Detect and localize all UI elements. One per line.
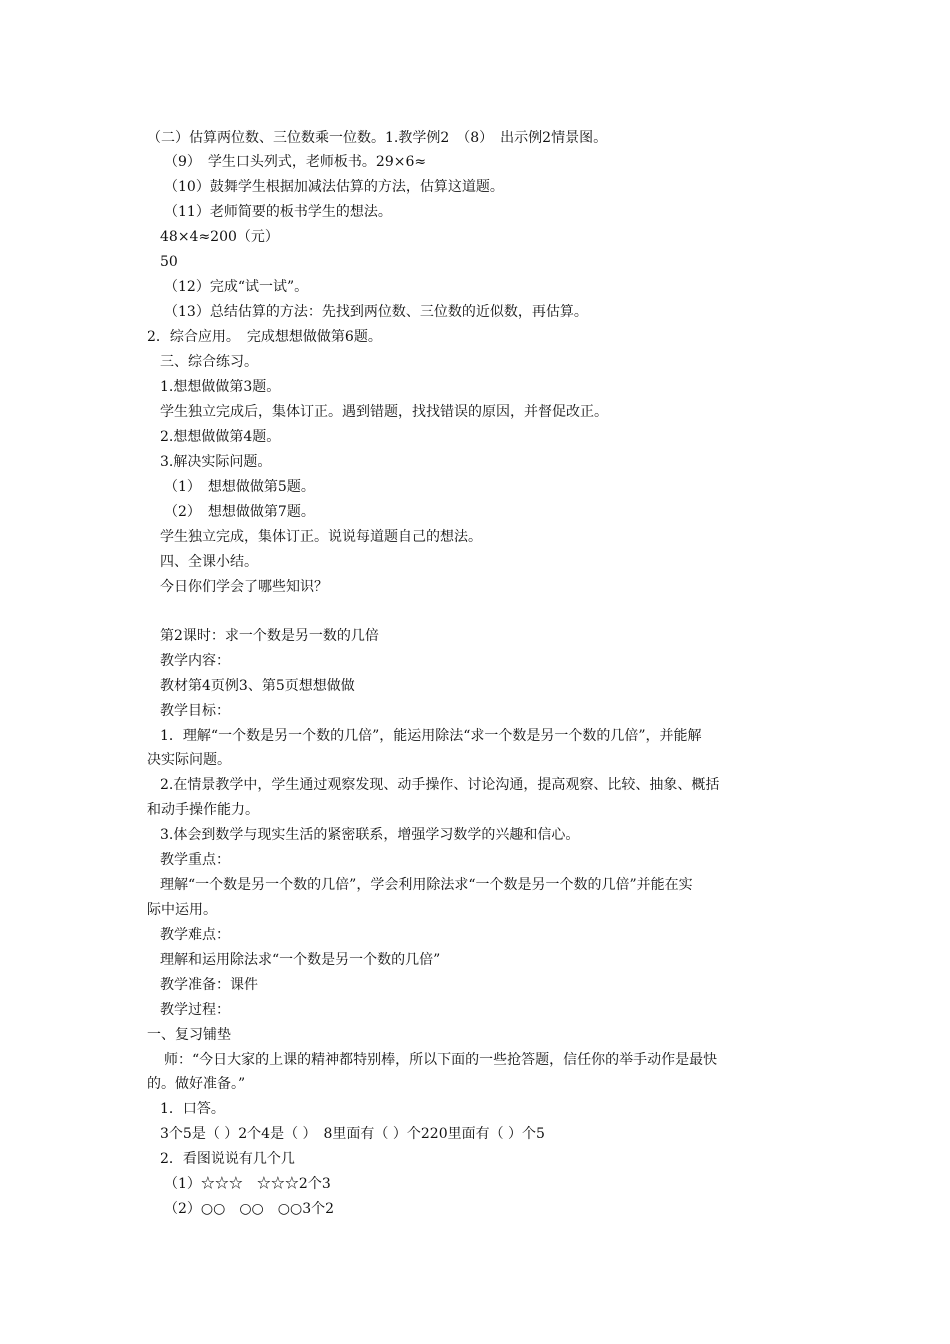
text-line: （12）完成“试一试”。 xyxy=(164,279,309,295)
text-line: （10）鼓舞学生根据加减法估算的方法，估算这道题。 xyxy=(164,179,504,195)
text-line: 2.想想做做第4题。 xyxy=(160,429,281,445)
text-line: 1．口答。 xyxy=(160,1101,225,1117)
text-line: （11）老师简要的板书学生的想法。 xyxy=(164,204,392,220)
text-line: 教材第4页例3、第5页想想做做 xyxy=(160,678,355,694)
text-line: 3个5是（ ）2个4是（ ） 8里面有（ ）个220里面有（ ）个5 xyxy=(160,1126,545,1142)
text-line: 际中运用。 xyxy=(147,902,217,918)
text-line: 教学准备：课件 xyxy=(160,977,258,993)
text-line: 2.在情景教学中，学生通过观察发现、动手操作、讨论沟通，提高观察、比较、抽象、概括 xyxy=(160,777,720,793)
text-line: （二）估算两位数、三位数乘一位数。1.教学例2 （8） 出示例2情景图。 xyxy=(147,130,608,146)
text-line: 教学目标： xyxy=(160,703,230,719)
text-line: 今日你们学会了哪些知识？ xyxy=(160,579,328,595)
text-line: 教学重点： xyxy=(160,852,230,868)
text-line: 理解和运用除法求“一个数是另一个数的几倍” xyxy=(160,952,441,968)
section-heading: 四、全课小结。 xyxy=(160,554,258,570)
text-line: 理解“一个数是另一个数的几倍”，学会利用除法求“一个数是另一个数的几倍”并能在实 xyxy=(160,877,693,893)
text-line: （2） 想想做做第7题。 xyxy=(164,504,315,520)
text-line: （2）○○ ○○ ○○3个2 xyxy=(164,1201,335,1217)
text-line: 48×4≈200（元） xyxy=(160,229,279,245)
text-line: 3.解决实际问题。 xyxy=(160,454,272,470)
text-line: 和动手操作能力。 xyxy=(147,802,259,818)
text-line: 学生独立完成后，集体订正。遇到错题，找找错误的原因，并督促改正。 xyxy=(160,404,608,420)
text-line: 决实际问题。 xyxy=(147,752,231,768)
text-line: 的。做好准备。” xyxy=(147,1076,246,1092)
text-line: （1） 想想做做第5题。 xyxy=(164,479,315,495)
text-line: 教学难点： xyxy=(160,927,230,943)
text-line: 教学过程： xyxy=(160,1002,230,1018)
text-line: （13）总结估算的方法：先找到两位数、三位数的近似数，再估算。 xyxy=(164,304,588,320)
text-line: 2．看图说说有几个几 xyxy=(160,1151,295,1167)
text-line: 1.想想做做第3题。 xyxy=(160,379,281,395)
text-line: 2．综合应用。 完成想想做做第6题。 xyxy=(147,329,382,345)
text-line: 3.体会到数学与现实生活的紧密联系，增强学习数学的兴趣和信心。 xyxy=(160,827,580,843)
lesson-title: 第2课时：求一个数是另一数的几倍 xyxy=(160,628,379,644)
text-line: （1）☆☆☆ ☆☆☆2个3 xyxy=(164,1176,331,1192)
text-line: 1．理解“一个数是另一个数的几倍”，能运用除法“求一个数是另一个数的几倍”，并能解 xyxy=(160,728,702,744)
section-heading: 三、综合练习。 xyxy=(160,354,258,370)
section-heading: 一、复习铺垫 xyxy=(147,1027,231,1043)
text-line: 50 xyxy=(160,254,178,270)
text-line: 师：“今日大家的上课的精神都特别棒，所以下面的一些抢答题，信任你的举手动作是最快 xyxy=(164,1052,718,1068)
text-line: 学生独立完成，集体订正。说说每道题自己的想法。 xyxy=(160,529,482,545)
text-line: （9） 学生口头列式，老师板书。29×6≈ xyxy=(164,154,427,170)
text-line: 教学内容： xyxy=(160,653,230,669)
